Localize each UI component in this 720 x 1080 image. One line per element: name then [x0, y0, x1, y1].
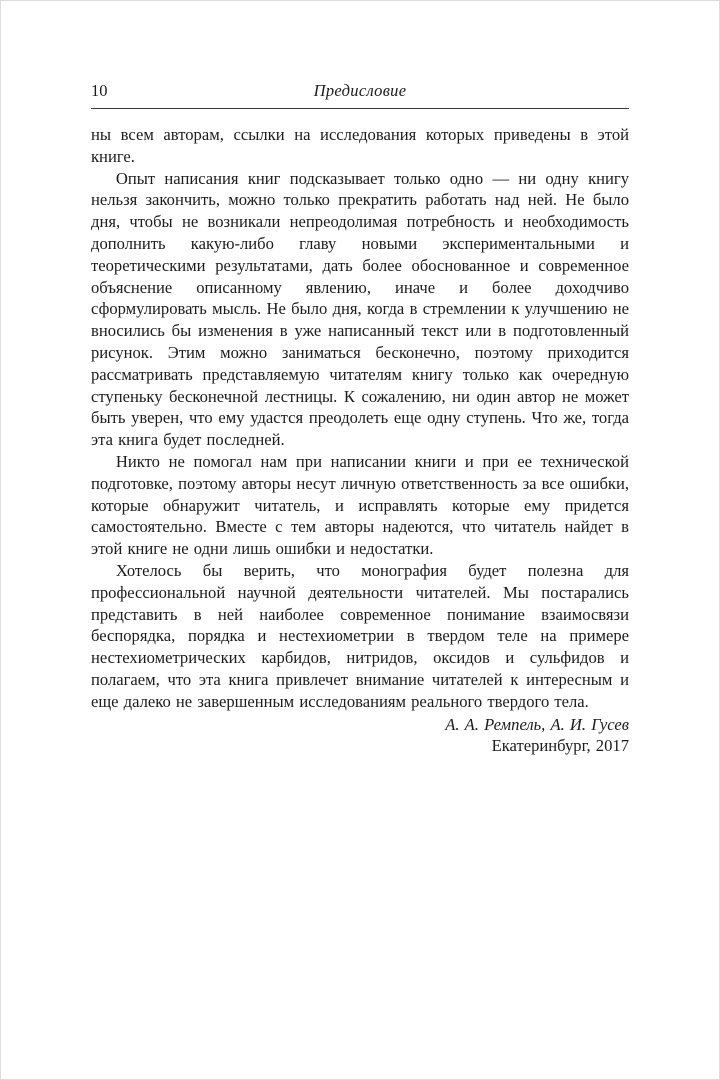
header-title: Предисловие — [313, 81, 407, 100]
header-rule — [91, 108, 629, 109]
page-body — [91, 124, 629, 757]
paragraph-hope: Хотелось бы верить, что монография будет полезна для профессиональной научной деятельности читателей. Мы постарались представить в ней наиболее современное понимание взаимосвязи беспорядка, порядка и нестехиометрии в твердом теле на примере нестехиометрических карбидов, нитридов, оксидов и сульфидов и полагаем, что эта книга привлечет внимание читателей к интересным и еще далеко не завершенным исследованиям реального твердого тела. — [91, 560, 629, 711]
paragraph-writing-experience: Опыт написания книг подсказывает только одно — ни одну книгу нельзя закончить, можно только прекратить работать над ней. Не было дня, чтобы не возникали непреодолимая потребность и необходимость дополнить какую-либо главу новыми экспериментальными и теоретическими результатами, дать более обоснованное и современное объяснение описанному явлению, иначе и более доходчиво сформулировать мысль. Не было дня, когда в стремлении к улучшению не вносились бы изменения в уже написанный текст или в подготовленный рисунок. Этим можно заниматься бесконечно, поэтому приходится рассматривать представляемую читателям книгу только как очередную ступеньку бесконечной лестницы. К сожалению, ни один автор не может быть уверен, что ему удастся преодолеть еще одну ступень. Что же, тогда эта книга будет последней. — [91, 168, 629, 450]
signature-place: Екатеринбург, 2017 — [491, 736, 629, 756]
signature-block — [91, 714, 629, 758]
signature-authors: А. А. Ремпель, А. И. Гусев — [445, 714, 629, 734]
page-header — [91, 81, 629, 103]
paragraph-continuation: ны всем авторам, ссылки на исследования которых приведены в этой книге. — [91, 125, 629, 166]
paragraph-responsibility: Никто не помогал нам при написании книги и при ее технической подготовке, поэтому авторы несут личную ответственность за все ошибки, которые обнаружит читатель, и исправлять которые ему придется самостоятельно. Вместе с тем авторы надеются, что читатель найдет в этой книге не одни лишь ошибки и недостатки. — [91, 451, 629, 559]
page-number: 10 — [91, 81, 108, 100]
